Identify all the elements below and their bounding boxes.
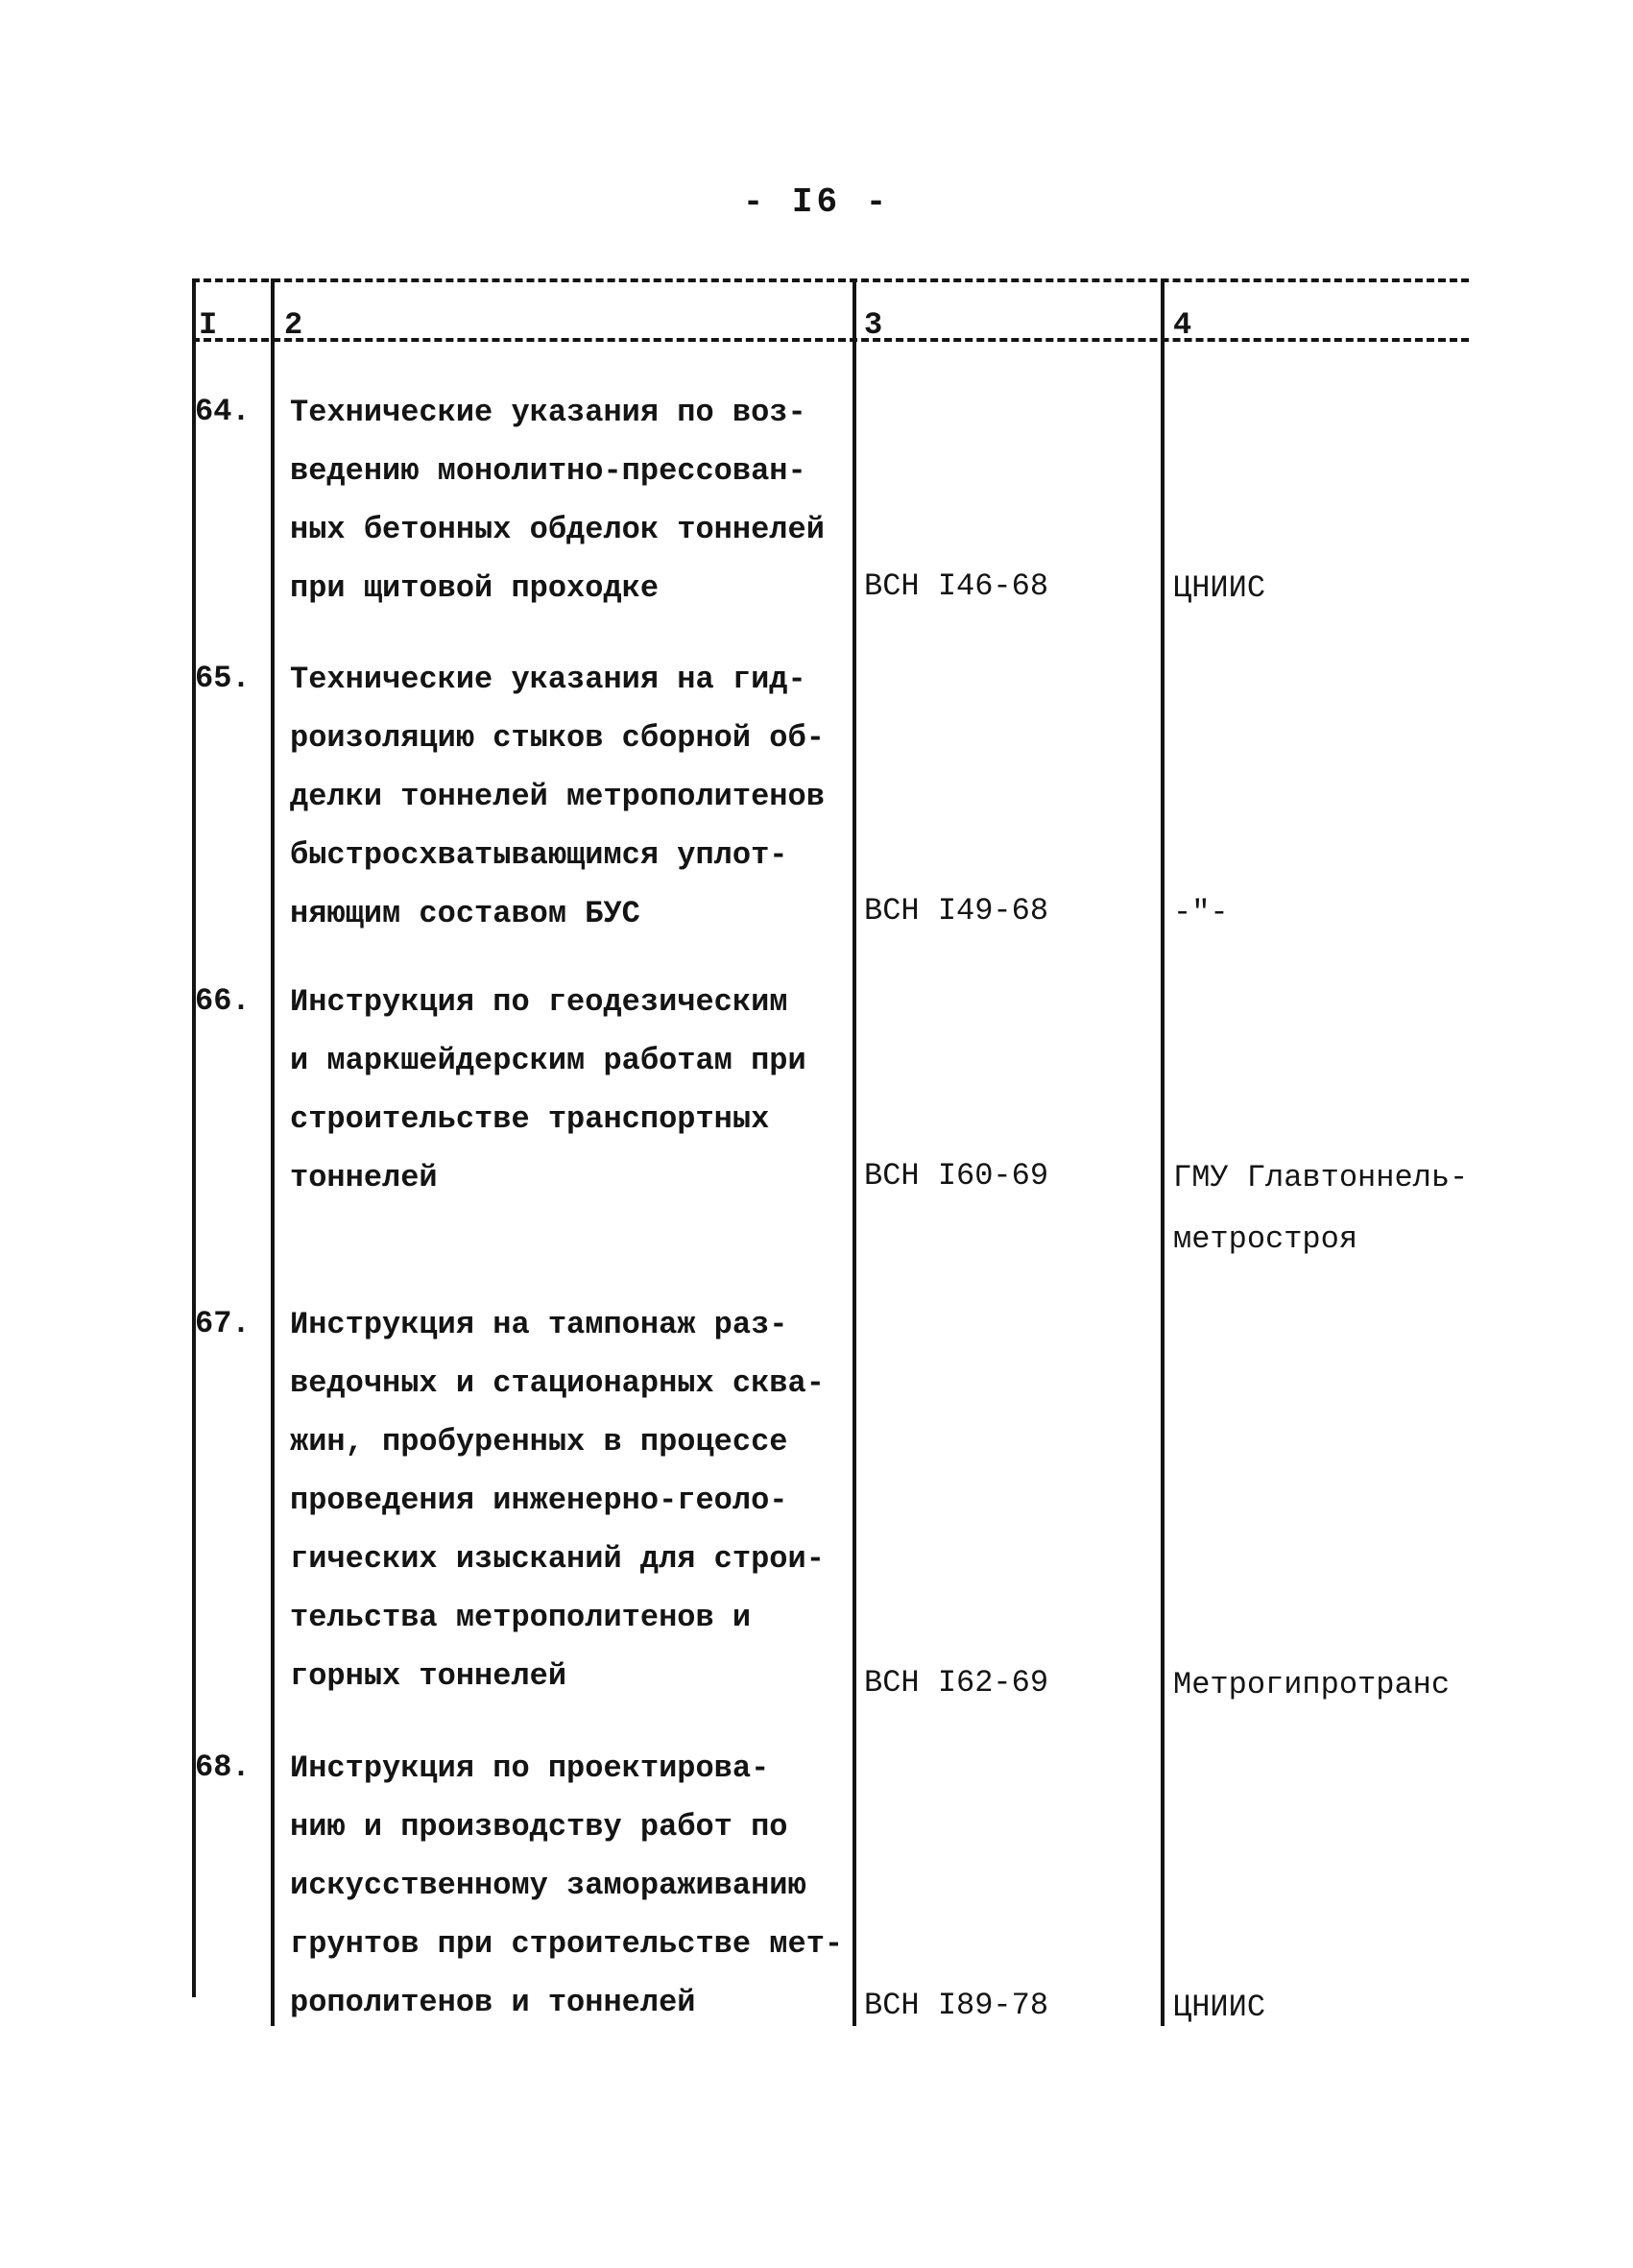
row-number: 66. [195, 983, 251, 1019]
table-header-rule [192, 338, 1469, 342]
document-code: ВСН I62-69 [864, 1665, 1049, 1701]
column-divider-1 [192, 278, 196, 1997]
document-code: ВСН I46-68 [864, 568, 1049, 604]
header-col-1: I [199, 307, 218, 343]
header-col-3: 3 [864, 307, 883, 343]
document-title: Технические указания по воз- ведению монолитно-прессован- ных бетонных обделок тоннелей при щитовой проходке [290, 395, 825, 606]
column-divider-3 [853, 278, 856, 2026]
document-title: Технические указания на гид- роизоляцию стыков сборной об- делки тоннелей метрополитенов быстросхватывающимся уплот- няющим составом БУС [290, 662, 825, 931]
organization: -"- [1173, 895, 1229, 930]
organization: ЦНИИС [1173, 570, 1266, 606]
row-number: 65. [195, 661, 251, 696]
organization: ГМУ Главтоннель- метростроя [1173, 1160, 1469, 1257]
document-code: ВСН I89-78 [864, 1988, 1049, 2023]
table-top-rule [192, 278, 1469, 282]
row-number: 67. [195, 1306, 251, 1341]
header-col-2: 2 [284, 307, 303, 343]
row-number: 68. [195, 1749, 251, 1785]
document-title: Инструкция по проектирова- нию и производству работ по искусственному замораживанию грунтов при строительстве мет- рополитенов и тоннелей [290, 1750, 844, 2020]
document-code: ВСН I49-68 [864, 893, 1049, 929]
column-divider-4 [1161, 278, 1165, 2026]
page-number: - I6 - [742, 182, 891, 222]
header-col-4: 4 [1173, 307, 1192, 343]
document-title: Инструкция по геодезическим и маркшейдерским работам при строительстве транспортных тоннелей [290, 984, 806, 1195]
document-title: Инструкция на тампонаж раз- ведочных и стационарных сква- жин, пробуренных в процессе проведения инженерно-геоло- гических изысканий для строи- тельства метрополитенов и горных тоннелей [290, 1307, 825, 1694]
column-divider-2 [271, 278, 275, 2026]
row-number: 64. [195, 394, 251, 429]
document-code: ВСН I60-69 [864, 1158, 1049, 1194]
organization: Метрогипротранс [1173, 1667, 1451, 1702]
organization: ЦНИИС [1173, 1990, 1266, 2025]
